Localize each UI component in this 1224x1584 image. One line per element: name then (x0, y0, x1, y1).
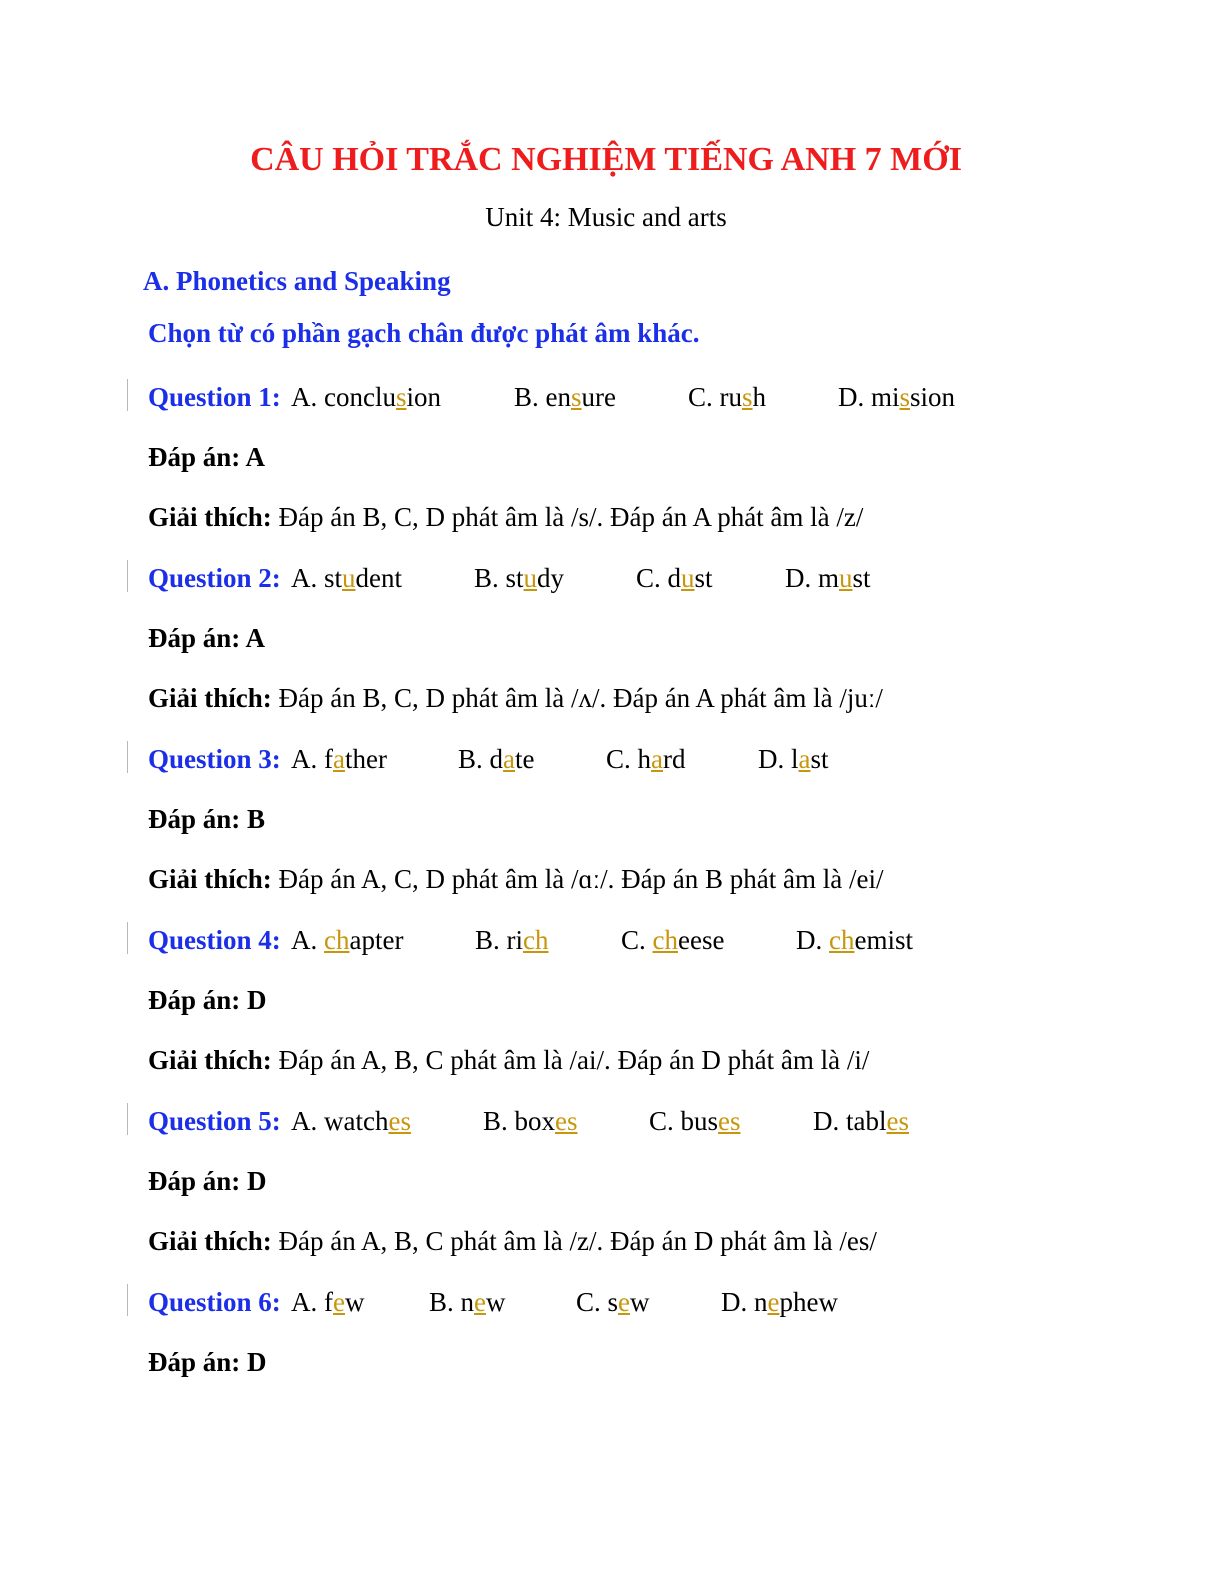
option-d: D. tables (813, 1106, 909, 1136)
option-b: B. study (474, 563, 565, 593)
question-1 (148, 382, 956, 412)
question-label: Question 4: (148, 925, 281, 955)
answer-line: Đáp án: D (148, 985, 267, 1015)
explanation-line: Giải thích: Đáp án A, C, D phát âm là /ɑː/. Đáp án B phát âm là /ei/ (148, 864, 884, 894)
question-5 (148, 1106, 909, 1136)
option-b: B. date (458, 744, 535, 774)
margin-marker (127, 560, 128, 592)
option-b: B. ensure (514, 382, 616, 412)
section-heading: A. Phonetics and Speaking (143, 266, 451, 296)
option-a: A. father (291, 744, 387, 774)
question-label: Question 5: (148, 1106, 281, 1136)
page-title: CÂU HỎI TRẮC NGHIỆM TIẾNG ANH 7 MỚI (250, 141, 962, 178)
answer-line: Đáp án: A (148, 623, 266, 653)
option-c: C. rush (688, 382, 767, 412)
margin-marker (127, 741, 128, 773)
option-b: B. rich (475, 925, 549, 955)
explanation-line: Giải thích: Đáp án B, C, D phát âm là /s/. Đáp án A phát âm là /z/ (148, 502, 864, 532)
question-label: Question 2: (148, 563, 281, 593)
question-label: Question 6: (148, 1287, 281, 1317)
option-b: B. boxes (483, 1106, 578, 1136)
page-subtitle: Unit 4: Music and arts (485, 202, 727, 232)
explanation-line: Giải thích: Đáp án A, B, C phát âm là /ai/. Đáp án D phát âm là /i/ (148, 1045, 870, 1075)
question-3 (148, 744, 829, 774)
option-c: C. cheese (621, 925, 725, 955)
explanation-line: Giải thích: Đáp án A, B, C phát âm là /z/. Đáp án D phát âm là /es/ (148, 1226, 877, 1256)
option-d: D. nephew (721, 1287, 838, 1317)
question-label: Question 3: (148, 744, 281, 774)
answer-line: Đáp án: B (148, 804, 266, 834)
margin-marker (127, 1103, 128, 1135)
option-d: D. mission (838, 382, 956, 412)
option-a: A. watches (291, 1106, 411, 1136)
option-d: D. must (785, 563, 871, 593)
option-c: C. hard (606, 744, 686, 774)
answer-line: Đáp án: D (148, 1166, 267, 1196)
answer-line: Đáp án: A (148, 442, 266, 472)
question-2 (148, 563, 871, 593)
instruction-text: Chọn từ có phần gạch chân được phát âm khác. (148, 318, 700, 348)
explanation-line: Giải thích: Đáp án B, C, D phát âm là /ʌ/. Đáp án A phát âm là /juː/ (148, 683, 883, 713)
margin-marker (127, 1284, 128, 1316)
margin-marker (127, 379, 128, 411)
option-a: A. student (291, 563, 403, 593)
option-c: C. dust (636, 563, 713, 593)
question-4 (148, 925, 913, 955)
option-a: A. conclusion (291, 382, 441, 412)
question-6 (148, 1287, 838, 1317)
option-c: C. sew (576, 1287, 650, 1317)
option-a: A. few (291, 1287, 365, 1317)
option-a: A. chapter (291, 925, 404, 955)
option-c: C. buses (649, 1106, 741, 1136)
option-b: B. new (429, 1287, 506, 1317)
option-d: D. last (758, 744, 829, 774)
option-d: D. chemist (796, 925, 913, 955)
margin-marker (127, 922, 128, 954)
answer-line: Đáp án: D (148, 1347, 267, 1377)
question-label: Question 1: (148, 382, 281, 412)
